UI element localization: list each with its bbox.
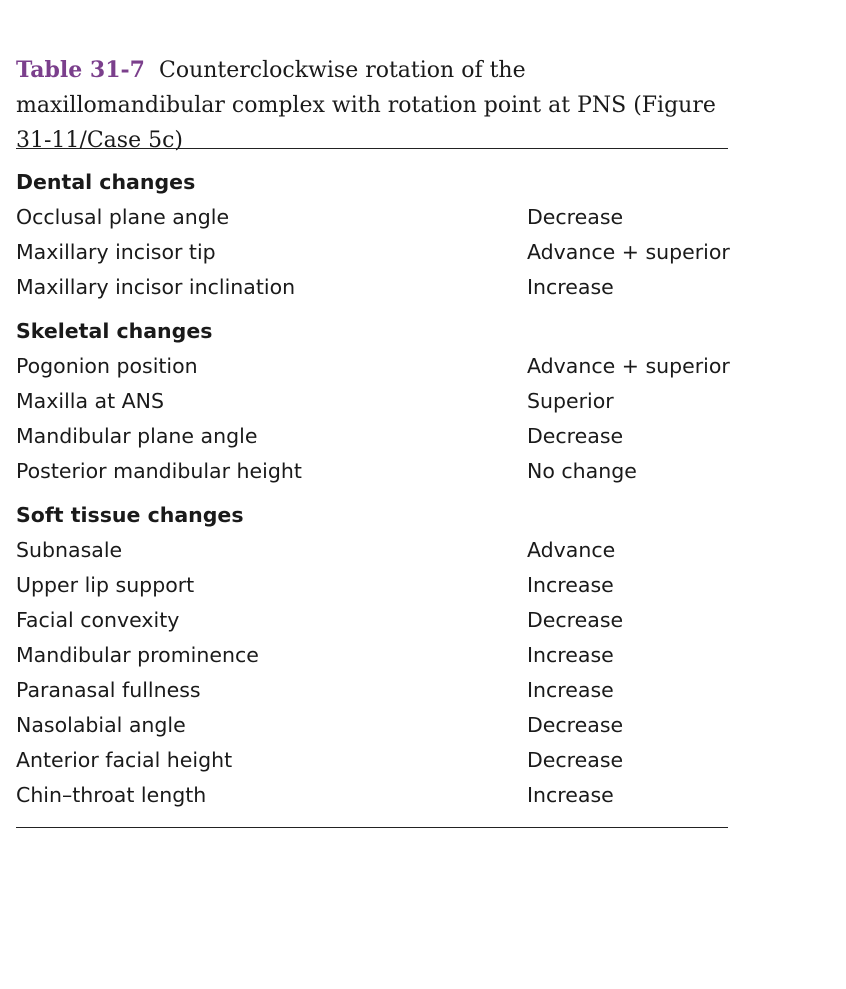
change-cell: Advance + superior (527, 354, 730, 378)
change-cell: Increase (527, 643, 614, 667)
table-row (16, 708, 728, 743)
change-cell: Decrease (527, 748, 624, 772)
table-row (16, 419, 728, 454)
table-row (16, 349, 728, 384)
bottom-rule (16, 827, 728, 828)
parameter-cell: Pogonion position (16, 354, 198, 378)
table-title: Counterclockwise rotation of the maxillomandibular complex with rotation point at PNS (Figure 31-11/Case 5c) (16, 58, 716, 153)
parameter-cell: Posterior mandibular height (16, 459, 302, 483)
table-row (16, 235, 728, 270)
change-cell: Superior (527, 389, 614, 413)
top-rule (16, 148, 728, 149)
table-row (16, 200, 728, 235)
table-row (16, 384, 728, 419)
change-cell: No change (527, 459, 637, 483)
change-cell: Decrease (527, 205, 624, 229)
table-row (16, 270, 728, 305)
table-row (16, 673, 728, 708)
parameter-cell: Maxillary incisor tip (16, 240, 216, 264)
parameter-cell: Maxillary incisor inclination (16, 275, 296, 299)
table-row (16, 603, 728, 638)
parameter-cell: Mandibular prominence (16, 643, 259, 667)
table-number: Table 31-7 (16, 57, 145, 83)
change-cell: Increase (527, 573, 614, 597)
parameter-cell: Chin–throat length (16, 783, 207, 807)
parameter-cell: Occlusal plane angle (16, 205, 230, 229)
parameter-cell: Subnasale (16, 538, 123, 562)
change-cell: Advance + superior (527, 240, 730, 264)
change-cell: Increase (527, 275, 614, 299)
table-caption (16, 53, 736, 158)
section-heading: Skeletal changes (16, 319, 213, 343)
section-soft-tissue (16, 498, 728, 813)
change-cell: Increase (527, 783, 614, 807)
parameter-cell: Facial convexity (16, 608, 180, 632)
change-cell: Decrease (527, 608, 624, 632)
change-cell: Advance (527, 538, 616, 562)
table-row (16, 454, 728, 489)
parameter-cell: Mandibular plane angle (16, 424, 258, 448)
parameter-cell: Anterior facial height (16, 748, 233, 772)
parameter-cell: Nasolabial angle (16, 713, 186, 737)
parameter-cell: Upper lip support (16, 573, 195, 597)
table-row (16, 568, 728, 603)
change-cell: Decrease (527, 424, 624, 448)
section-dental (16, 165, 728, 305)
table-row (16, 638, 728, 673)
change-cell: Increase (527, 678, 614, 702)
table-row (16, 533, 728, 568)
section-heading: Soft tissue changes (16, 503, 244, 527)
section-heading: Dental changes (16, 170, 196, 194)
parameter-cell: Paranasal fullness (16, 678, 201, 702)
change-cell: Decrease (527, 713, 624, 737)
section-skeletal (16, 314, 728, 489)
parameter-cell: Maxilla at ANS (16, 389, 165, 413)
table-row (16, 778, 728, 813)
table-row (16, 743, 728, 778)
table-body (16, 165, 728, 813)
